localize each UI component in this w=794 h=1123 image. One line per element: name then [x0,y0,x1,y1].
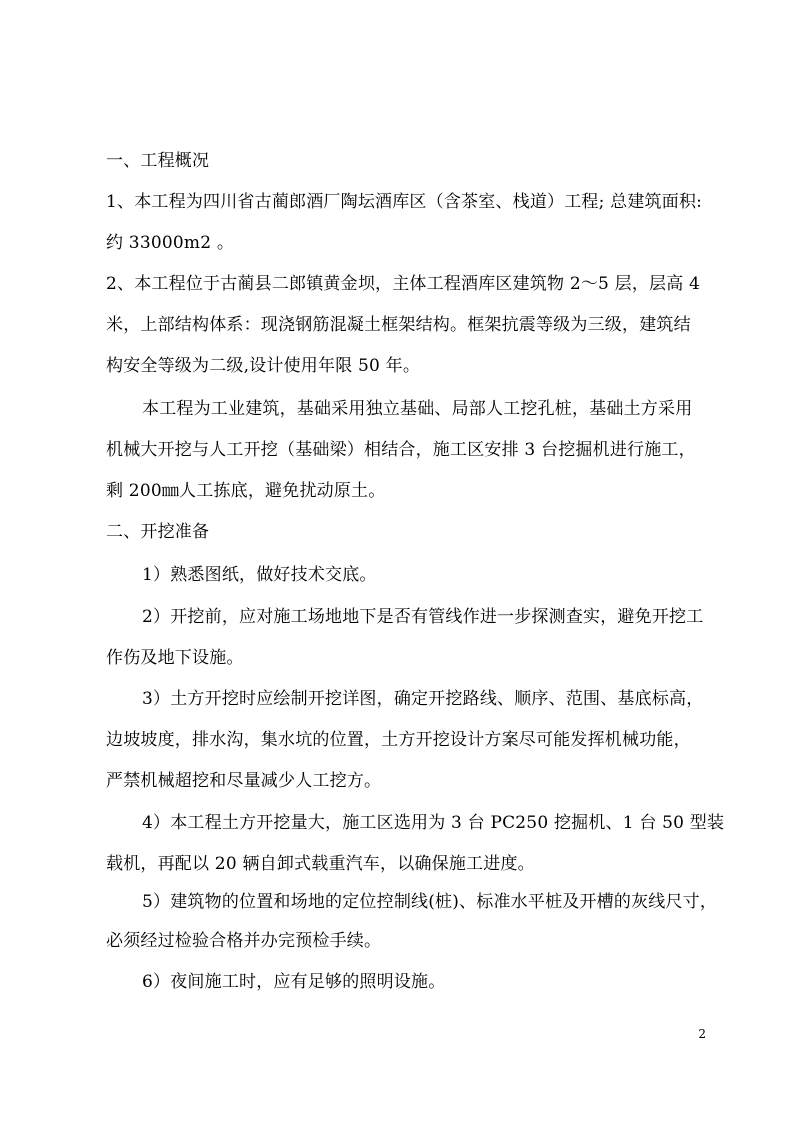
list-item-line: 必须经过检验合格并办完预检手续。 [106,931,382,951]
list-item-line: 边坡坡度，排水沟，集水坑的位置，土方开挖设计方案尽可能发挥机械功能， [106,730,691,750]
section-heading-preparation: 二、开挖准备 [106,522,210,542]
list-item-line: 2）开挖前，应对施工场地地下是否有管线作进一步探测查实，避免开挖工 [142,607,704,627]
paragraph-line: 米，上部结构体系：现浇钢筋混凝土框架结构。框架抗震等级为三级，建筑结 [106,315,691,335]
paragraph-line: 机械大开挖与人工开挖（基础梁）相结合，施工区安排 3 台挖掘机进行施工， [106,440,696,460]
section-heading-overview: 一、工程概况 [106,151,210,171]
list-item-line: 作伤及地下设施。 [106,648,244,668]
list-item-line: 载机，再配以 20 辆自卸式载重汽车，以确保施工进度。 [106,854,535,874]
list-item-line: 1）熟悉图纸，做好技术交底。 [142,565,377,585]
list-item-line: 3）土方开挖时应绘制开挖详图，确定开挖路线、顺序、范围、基底标高， [142,689,704,709]
paragraph-line: 本工程为工业建筑，基础采用独立基础、局部人工挖孔桩，基础土方采用 [142,399,693,419]
page-number: 2 [698,1027,706,1041]
paragraph-line: 1、本工程为四川省古蔺郎酒厂陶坛酒库区（含茶室、栈道）工程; 总建筑面积: [106,192,703,212]
paragraph-line: 剩 200㎜人工拣底，避免扰动原土。 [106,481,386,501]
list-item-line: 5）建筑物的位置和场地的定位控制线(桩)、标准水平桩及开槽的灰线尺寸， [142,892,718,912]
paragraph-line: 2、本工程位于古蔺县二郎镇黄金坝，主体工程酒库区建筑物 2～5 层，层高 4 [106,274,701,294]
paragraph-line: 构安全等级为二级,设计使用年限 50 年。 [106,356,421,376]
list-item-line: 4）本工程土方开挖量大，施工区选用为 3 台 PC250 挖掘机、1 台 50 型装 [142,813,725,833]
list-item-line: 6）夜间施工时，应有足够的照明设施。 [142,972,446,992]
list-item-line: 严禁机械超挖和尽量减少人工挖方。 [106,771,382,791]
paragraph-line: 约 33000m2 。 [106,233,235,253]
